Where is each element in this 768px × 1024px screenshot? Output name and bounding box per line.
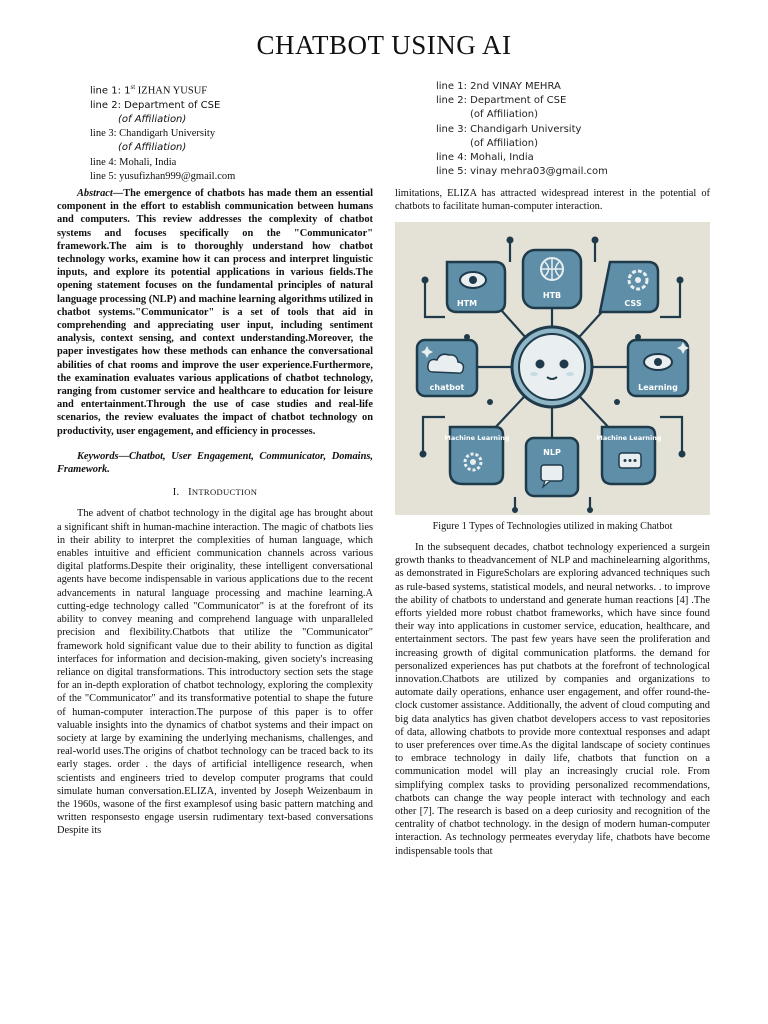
author-block-right (436, 80, 608, 179)
author-right-line3b: (of Affiliation) (470, 137, 538, 149)
figure-caption: Figure 1 Types of Technologies utilized in making Chatbot (432, 521, 673, 532)
author-right-line2b: (of Affiliation) (470, 109, 538, 121)
node-chatbot (417, 340, 477, 396)
intro-paragraph: The advent of chatbot technology in the digital age has brought about a significant shift in human-machine interaction. The magic of chatbots lies in their ability to interpret the complexities of human language, which enables intuitive and efficient communication channels across various digital platforms.Despite their originality, these intelligent conversational agents have become indispensable in various applications due to the recent advancements in natural language processing and machine learning.A cutting-edge technology called "Communicator" is at the forefront of its ability to convey meaning and comprehend language with unparalleled precision and flexibility.Chatbots that utilize the "Communicator" framework hold significant value due to their ability to function as digital interfaces for information and decision-making, given society's increasing reliance on digital transformations. This introductory section sets the stage for an in-depth exploration of chatbot technology, exploring the complexity of the "Communicator" and its transformative potential to shape the future of human-computer interaction.The purpose of this paper is to offer valuable insights into the dynamics of chatbot systems and their impact on society at large by examining the underlying mechanisms, challenges, and real-world uses.The origins of chatbot technology can be traced back to its early stages. order . the days of artificial intelligence research, when scientists and engineers tried to develop computer programs that could simulate human conversation.ELIZA, invented by Joseph Weizenbaum in the 1960s, wasone of the first examplesof using basic pattern matching and written responsesto engage usersin rudimentary text-based conversations Despite its (57, 508, 373, 837)
author-left-line2b: (of Affiliation) (118, 113, 187, 125)
figure-chatbot-technologies (395, 222, 710, 515)
keywords: Keywords—Chatbot, User Engagement, Communicator, Domains, Framework. (57, 450, 373, 476)
label-chatbot: chatbot (429, 383, 465, 392)
author-block-left (90, 80, 235, 184)
right-column (395, 541, 710, 858)
left-column (57, 187, 373, 838)
author-right-line3: line 3: Chandigarh University (436, 123, 582, 135)
right-paragraph: In the subsequent decades, chatbot technology experienced a surgein growth thanks to theadvancement of NLP and machinelearning algorithms, as demonstrated in FigureScholars are exploring advanced techniques such as rule-based systems, statistical models, and neural networks. . to improve the ability of chatbots to understand and generate human reactions [4] .The efforts yielded more robust chatbot frameworks, which have since found their way into applications in customer service, education, healthcare, and entertainment sectors. The past few years have seen the proliferation and increasing growth of digital communication platforms. the demand for personalized experiences has put chatbots at the forefront of technological innovation.Chatbots are utilized by companies and organizations to automate daily operations, enhance user engagement, and offer round-the-clock customer assistance. Additionally, the advent of cloud computing and big data analytics has given chatbot developers access to vast repositories of data, allowing chatbots to provide more contextual responses and adapt to user preferences over time.As the digital landscape of society continues to embrace technology in daily life, chatbots that function on a communication model will play an increasingly crucial role. From simplifying complex tasks to providing personalized recommendations, chatbots can change the way people interact with technology and each other [7]. The research is based on a deep curiosity and recognition of the centrality of chatbot technology. in the design of modern human-computer interaction. As technology permeates everyday life, chatbots have become indispensable tools that (395, 542, 710, 857)
label-htb: HTB (542, 291, 562, 300)
node-machine-learning-left (444, 427, 509, 484)
author-right-line5: line 5: vinay mehra03@gmail.com (436, 166, 608, 178)
author-left-line3b: (of Affiliation) (118, 142, 187, 154)
node-machine-learning-right (596, 427, 661, 484)
label-learning: Learning (638, 383, 678, 392)
author-right-line4: line 4: Mohali, India (436, 152, 534, 164)
label-ml-right: Machine Learning (596, 434, 662, 442)
label-ml-left: Machine Learning (444, 434, 510, 442)
author-left-line5: line 5: yusufizhan999@gmail.com (90, 170, 236, 182)
figure-illustration (395, 222, 710, 515)
author-left-line1: line 1: 1st IZHAN YUSUF (90, 83, 208, 97)
author-left-line2: line 2: Department of CSE (90, 99, 221, 111)
author-right-line1: line 1: 2nd VINAY MEHRA (436, 81, 561, 92)
node-learning (628, 340, 689, 396)
node-nlp (526, 438, 578, 496)
abstract: Abstract—The emergence of chatbots has made them an essential component in the effort to establish communication between humans and computers. This review addresses the complexity of chatbot systems and focuses specifically on the "Communicator" framework.The aim is to thoroughly understand how chatbot technology works, examine how it can process and interpret linguistic inputs, and explore its potential applications in various fields.The opening statement focuses on the fundamental principles of natural language processing (NLP) and machine learning algorithms utilized in chatbot systems."Communicator" is a set of tools that aid in comprehending and appreciating user input, including sentiment analysis, context sensing, and context understanding.Moreover, the paper investigates how these methods can enhance the conversational abilities of chat rooms and improve the user experience.Furthermore, the examination evaluates various applications of chatbot technology, ranging from customer service and healthcare to education for leisure and entertainment.Through the use of case studies and real-life scenarios, the review evaluates the impact of chatbot technology on productivity, user engagement, and efficiency in processes. (57, 188, 373, 437)
node-css (600, 262, 658, 312)
paper-title: CHATBOT USING AI (256, 30, 512, 60)
right-top-paragraph: limitations, ELIZA has attracted widespread interest in the potential of chatbots to facilitate human-computer interaction. (395, 188, 710, 213)
section-heading-introduction: I. INTRODUCTION (172, 487, 258, 499)
label-nlp: NLP (543, 448, 561, 457)
node-htb (523, 250, 581, 308)
label-htm: HTM (456, 299, 478, 308)
author-left-line3: line 3: Chandigarh University (90, 128, 216, 140)
robot-face (512, 327, 592, 407)
author-left-line4: line 4: Mohali, India (90, 156, 177, 168)
label-css: CSS (624, 299, 642, 308)
author-right-line2: line 2: Department of CSE (436, 95, 567, 107)
node-htm (447, 262, 505, 312)
